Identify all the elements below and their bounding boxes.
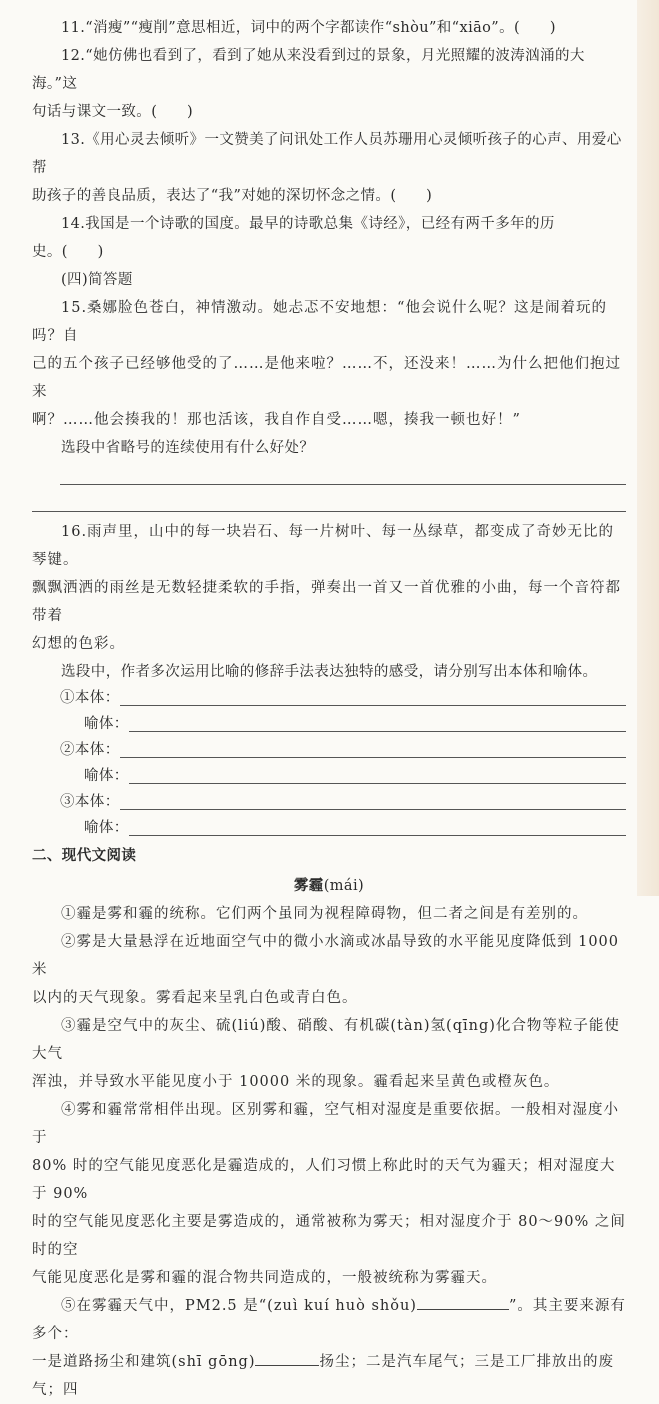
fill-blank-shigong[interactable]: [255, 1351, 319, 1366]
article-paragraph-3-cont: 浑浊，并导致水平能见度小于 10000 米的现象。霾看起来呈黄色或橙灰色。: [32, 1074, 560, 1090]
article-paragraph-4-cont2: 时的空气能见度恶化主要是雾造成的，通常被称为雾天；相对湿度介于 80～90% 之间时的空: [32, 1214, 626, 1258]
question-14-cont: 史。( ): [32, 244, 104, 260]
blank-label: 喻体：: [84, 820, 129, 836]
question-11: 11.“消瘦”“瘦削”意思相近，词中的两个字都读作“shòu”和“xiāo”。( ): [61, 20, 556, 36]
question-15-line1: 15.桑娜脸色苍白，神情激动。她忐忑不安地想：“他会说什么呢？这是闹着玩的吗？自: [32, 300, 607, 344]
p5-part-b: ”。其主要来源有多个：: [32, 1298, 626, 1342]
question-14: 14.我国是一个诗歌的国度。最早的诗歌总集《诗经》，已经有两千多年的历: [61, 216, 555, 232]
answer-line[interactable]: [120, 705, 626, 706]
question-16-prompt: 选段中，作者多次运用比喻的修辞手法表达独特的感受，请分别写出本体和喻体。: [61, 664, 598, 680]
article-paragraph-5-cont: [32, 1348, 626, 1404]
blank-row-1-vehicle[interactable]: [84, 712, 626, 738]
article-paragraph-4-cont3: 气能见度恶化是雾和霾的混合物共同造成的，一般被统称为雾霾天。: [32, 1270, 497, 1286]
page-edge: [637, 0, 659, 896]
answer-line[interactable]: [120, 757, 626, 758]
answer-line[interactable]: [129, 783, 626, 784]
question-13: 13.《用心灵去倾听》一文赞美了问讯处工作人员苏珊用心灵倾听孩子的心声、用爱心帮: [32, 132, 622, 176]
question-15-line3: 啊？……他会揍我的！那也活该，我自作自受……嗯，揍我一顿也好！”: [32, 412, 521, 428]
question-16-line3: 幻想的色彩。: [32, 636, 125, 652]
article-paragraph-4: ④雾和霾常常相伴出现。区别雾和霾，空气相对湿度是重要依据。一般相对湿度小于: [32, 1102, 619, 1146]
blank-label: ①本体：: [60, 690, 120, 706]
blank-row-1-tenor[interactable]: [60, 686, 626, 712]
blank-label: ③本体：: [60, 794, 120, 810]
blank-row-2-tenor[interactable]: [60, 738, 626, 764]
question-15-prompt: 选段中省略号的连续使用有什么好处？: [61, 440, 315, 456]
article-title-text: 雾霾: [293, 877, 324, 894]
article-paragraph-2: ②雾是大量悬浮在近地面空气中的微小水滴或冰晶导致的水平能见度降低到 1000 米: [32, 934, 620, 978]
question-16-line2: 飘飘洒洒的雨丝是无数轻捷柔软的手指，弹奏出一首又一首优雅的小曲，每一个音符都带着: [32, 580, 621, 624]
article-paragraph-1: ①霾是雾和霾的统称。它们两个虽同为视程障碍物，但二者之间是有差别的。: [61, 906, 588, 922]
answer-line-15a[interactable]: [60, 484, 626, 485]
answer-line[interactable]: [129, 731, 626, 732]
blank-row-3-tenor[interactable]: [60, 790, 626, 816]
section-four-heading: (四)简答题: [61, 272, 133, 288]
question-13-cont: 助孩子的善良品质，表达了“我”对她的深切怀念之情。( ): [32, 188, 433, 204]
blank-label: ②本体：: [60, 742, 120, 758]
question-12-cont: 句话与课文一致。( ): [32, 104, 194, 120]
article-paragraph-2-cont: 以内的天气现象。雾看起来呈乳白色或青白色。: [32, 990, 358, 1006]
fill-blank-zuikuihuoshou[interactable]: [417, 1295, 509, 1310]
blank-row-3-vehicle[interactable]: [84, 816, 626, 842]
blank-row-2-vehicle[interactable]: [84, 764, 626, 790]
worksheet-page: [32, 14, 626, 1404]
p5-part-d: 扬尘；二是汽车尾气；三是工厂排放出的废气；四: [32, 1354, 614, 1398]
article-paragraph-4-cont: 80% 时的空气能见度恶化是霾造成的，人们习惯上称此时的天气为霾天；相对湿度大于 90%: [32, 1158, 616, 1202]
p5-part-c: 一是道路扬尘和建筑(shī gōng): [32, 1354, 256, 1370]
question-12: 12.“她仿佛也看到了，看到了她从来没看到过的景象，月光照耀的波涛汹涌的大海。”这: [32, 48, 585, 92]
answer-line[interactable]: [129, 835, 626, 836]
answer-line-15b[interactable]: [32, 511, 626, 512]
blank-label: 喻体：: [84, 716, 129, 732]
article-paragraph-5: [32, 1292, 626, 1348]
article-paragraph-3: ③霾是空气中的灰尘、硫(liú)酸、硝酸、有机碳(tàn)氢(qīng)化合物等粒子能使大气: [32, 1018, 620, 1062]
blank-label: 喻体：: [84, 768, 129, 784]
part-two-title: 二、现代文阅读: [32, 847, 137, 864]
question-16-line1: 16.雨声里，山中的每一块岩石、每一片树叶、每一丛绿草，都变成了奇妙无比的琴键。: [32, 524, 615, 568]
p5-part-a: ⑤在雾霾天气中，PM2.5 是“(zuì kuí huò shǒu): [61, 1298, 417, 1314]
question-15-line2: 己的五个孩子已经够他受的了……是他来啦？……不，还没来！……为什么把他们抱过来: [32, 356, 621, 400]
answer-line[interactable]: [120, 809, 626, 810]
article-title-pinyin: (mái): [323, 878, 365, 894]
